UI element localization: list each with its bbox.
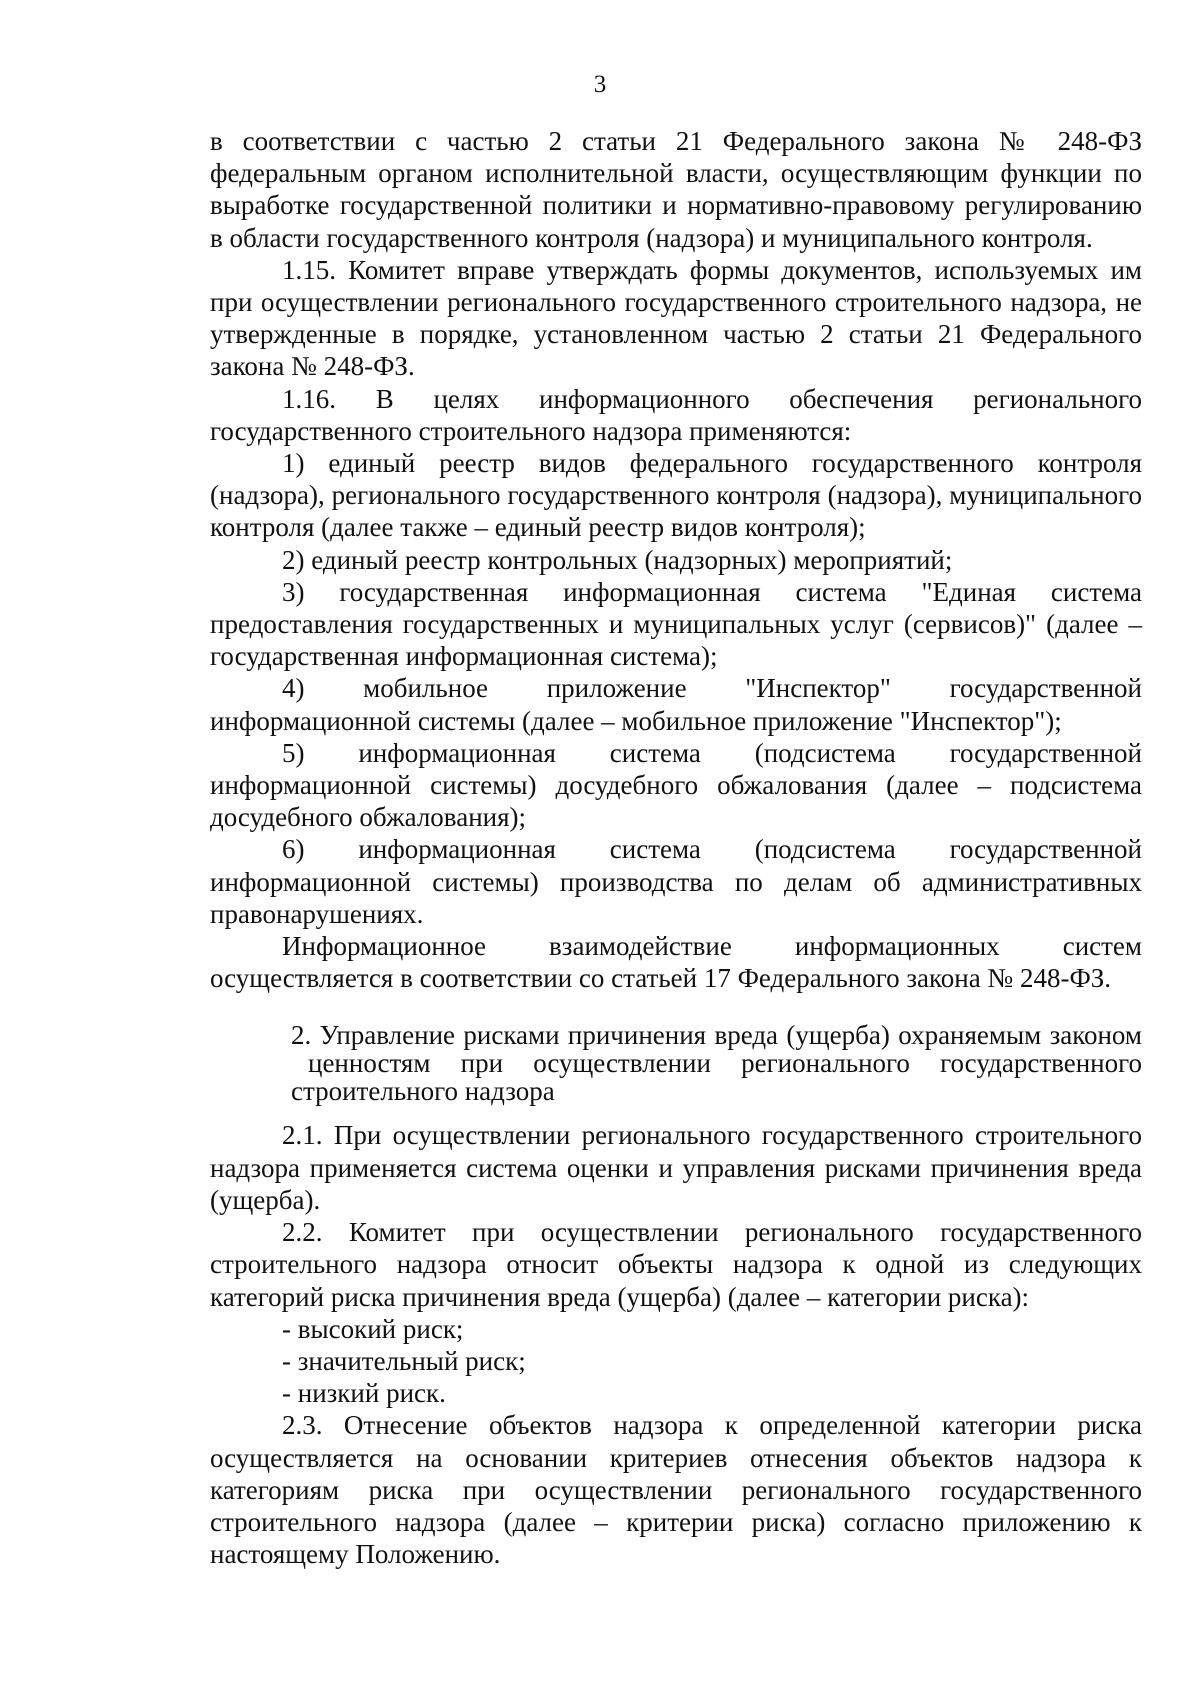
- risk-category-high: - высокий риск;: [282, 1313, 464, 1344]
- section-heading-text: 2. Управление рисками причинения вреда (ущерба) охраняемым законом ценностям при осуществлении регионального государственного: [291, 1020, 1142, 1079]
- section-heading-last-line: строительного надзора: [291, 1076, 555, 1107]
- list-item-4: 4) мобильное приложение "Инспектор" государственной информационной системы (далее – мобильное приложение "Инспектор");: [210, 673, 1142, 736]
- list-item-2: 2) единый реестр контрольных (надзорных) мероприятий;: [282, 544, 953, 575]
- risk-category-low: - низкий риск.: [282, 1378, 446, 1409]
- paragraph-2-3: 2.3. Отнесение объектов надзора к определенной категории риска осуществляется на основании критериев отнесения объектов надзора к категориям риска при осуществлении регионального государственного строительного надзора (далее – критерии риска) согласно приложению к настоящему Положению.: [210, 1410, 1142, 1570]
- paragraph-1-15: 1.15. Комитет вправе утверждать формы документов, используемых им при осуществлении регионального государственного строительного надзора, не утвержденные в порядке, установленном частью 2 статьи 21 Федерального закона № 248-ФЗ.: [210, 254, 1142, 382]
- page-number: 3: [593, 71, 607, 98]
- list-item-6: 6) информационная система (подсистема государственной информационной системы) производства по делам об административных правонарушениях.: [210, 834, 1142, 929]
- list-item-5: 5) информационная система (подсистема государственной информационной системы) досудебного обжалования (далее – подсистема досудебного обжалования);: [210, 737, 1142, 833]
- paragraph-1-16: 1.16. В целях информационного обеспечения регионального государственного строительного надзора применяются:: [210, 383, 1142, 446]
- risk-category-significant: - значительный риск;: [282, 1345, 526, 1376]
- paragraph-interaction: Информационное взаимодействие информационных систем осуществляется в соответствии со статьей 17 Федерального закона № 248-ФЗ.: [210, 931, 1142, 994]
- document-body: [210, 125, 1142, 1570]
- paragraph-2-1: 2.1. При осуществлении регионального государственного строительного надзора применяется система оценки и управления рисками причинения вреда (ущерба).: [210, 1120, 1142, 1215]
- section-heading-2: [210, 1021, 1142, 1105]
- list-item-3: 3) государственная информационная система "Единая система предоставления государственных и муниципальных услуг (сервисов)" (далее – государственная информационная система);: [210, 576, 1142, 672]
- paragraph-2-2: 2.2. Комитет при осуществлении регионального государственного строительного надзора относит объекты надзора к одной из следующих категорий риска причинения вреда (ущерба) (далее – категории риска):: [210, 1217, 1142, 1312]
- paragraph-continuation: в соответствии с частью 2 статьи 21 Федерального закона № 248-ФЗ федеральным органом исполнительной власти, осуществляющим функции по выработке государственной политики и нормативно-правовому регулированию в области государственного контроля (надзора) и муниципального контроля.: [210, 126, 1142, 253]
- list-item-1: 1) единый реестр видов федерального государственного контроля (надзора), регионального государственного контроля (надзора), муниципального контроля (далее также – единый реестр видов контроля);: [210, 448, 1142, 543]
